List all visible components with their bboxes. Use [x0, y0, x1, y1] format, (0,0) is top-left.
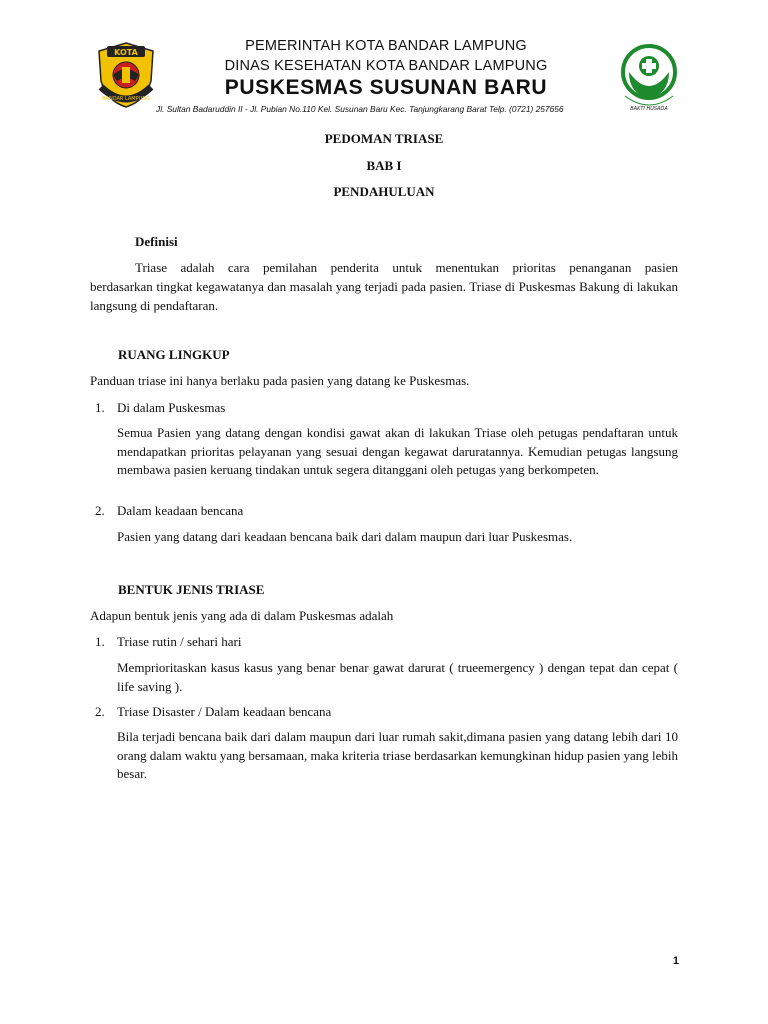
list-number: 1.: [95, 400, 105, 415]
logo-left-bottom-text: BANDAR LAMPUNG: [102, 96, 150, 102]
letterhead-institution: PUSKESMAS SUSUNAN BARU: [224, 76, 548, 99]
document-title: PEDOMAN TRIASE: [324, 131, 444, 146]
bentuk-heading: BENTUK JENIS TRIASE: [118, 582, 265, 597]
bakti-husada-logo: [615, 42, 683, 114]
list-number: 2.: [95, 503, 105, 518]
list-number: 1.: [95, 634, 105, 649]
ruang-lingkup-intro: Panduan triase ini hanya berlaku pada pasien yang datang ke Puskesmas.: [90, 373, 470, 388]
letterhead-government: PEMERINTAH KOTA BANDAR LAMPUNG: [245, 38, 527, 54]
list-item-body: Bila terjadi bencana baik dari dalam maupun dari luar rumah sakit,dimana pasien yang datang lebih dari 10 orang dalam waktu yang bersamaan, maka kriteria triase berdasarkan kemungkinan hidup pasien yang lebih besar.: [117, 729, 678, 781]
ruang-lingkup-heading: RUANG LINGKUP: [118, 347, 230, 362]
logo-left-top-text: KOTA: [114, 48, 138, 57]
letterhead-department: DINAS KESEHATAN KOTA BANDAR LAMPUNG: [224, 58, 548, 74]
list-item-title: Di dalam Puskesmas: [117, 400, 226, 415]
letterhead-address: Jl. Sultan Badaruddin II - Jl. Pubian No.110 Kel. Susunan Baru Kec. Tanjungkarang Barat Telp. (0721) 257656: [156, 104, 564, 114]
definisi-paragraph: berdasarkan tingkat kegawatanya dan masalah yang terjadi pada pasien. Triase di Puskesmas Bakung di lakukan langsung di pendaftaran.: [90, 279, 678, 313]
letterhead: [88, 32, 684, 116]
list-item-title: Triase rutin / sehari hari: [117, 634, 242, 649]
list-item-body: Semua Pasien yang datang dengan kondisi gawat akan di lakukan Triase oleh petugas pendaftaran untuk mendapatkan prioritas pelayanan yang sesuai dengan kegawat daruratannya. Kemudian petugas langsung membawa pasien keruang tindakan untuk segera ditanggani oleh petugas yang berkompeten.: [117, 425, 678, 477]
chapter-title: PENDAHULUAN: [333, 184, 435, 199]
list-item-title: Triase Disaster / Dalam keadaan bencana: [117, 704, 332, 719]
list-item-body: Memprioritaskan kasus kasus yang benar benar gawat darurat ( trueemergency ) dengan tepat dan cepat ( life saving ).: [117, 660, 678, 694]
logo-right-text: BAKTI HUSADA: [630, 106, 668, 112]
bentuk-intro: Adapun bentuk jenis yang ada di dalam Puskesmas adalah: [90, 608, 394, 623]
list-item-body: Pasien yang datang dari keadaan bencana baik dari dalam maupun dari luar Puskesmas.: [117, 529, 573, 544]
page-number: 1: [672, 955, 679, 967]
chapter-number: BAB I: [366, 158, 402, 173]
list-item-title: Dalam keadaan bencana: [117, 503, 244, 518]
list-number: 2.: [95, 704, 105, 719]
definisi-first-line: Triase adalah cara pemilahan penderita untuk menentukan prioritas penanganan pasien: [135, 260, 678, 275]
definisi-heading: Definisi: [135, 234, 178, 249]
